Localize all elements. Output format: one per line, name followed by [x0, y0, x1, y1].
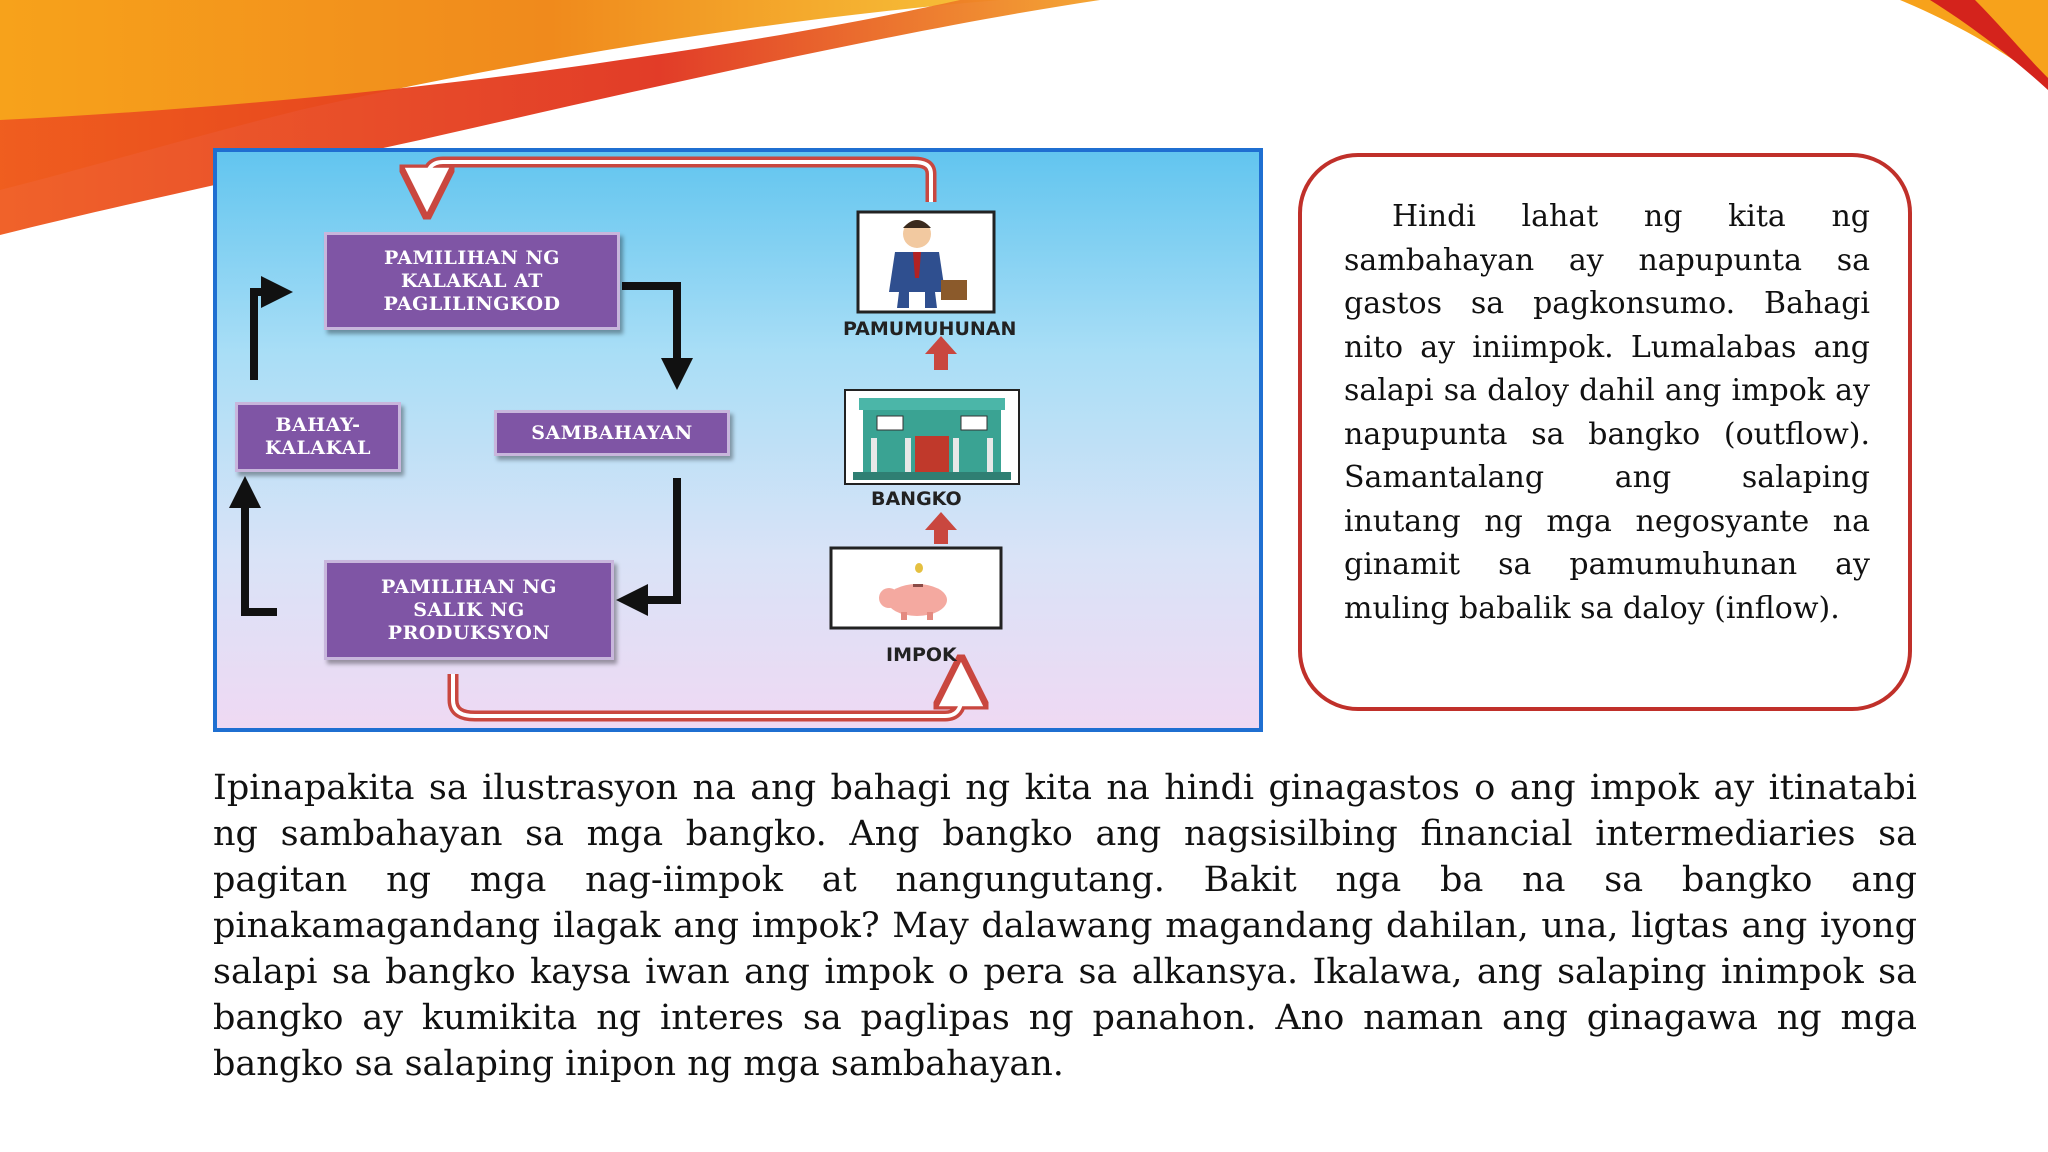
up-arrow-impok-to-bangko: [925, 512, 957, 544]
box-bahay-kalakal: BAHAY- KALAKAL: [235, 402, 401, 472]
box-sambahayan: SAMBAHAYAN: [494, 410, 730, 456]
circular-flow-diagram: [213, 148, 1263, 732]
inflow-arrow-pamumuhunan: [427, 162, 931, 202]
box-pamilihan-salik: PAMILIHAN NG SALIK NG PRODUKSYON: [324, 560, 614, 660]
box-pamilihan-kalakal: PAMILIHAN NG KALAKAL AT PAGLILINGKOD: [324, 232, 620, 330]
body-paragraph: Ipinapakita sa ilustrasyon na ang bahagi ng kita na hindi ginagastos o ang impok ay itinatabi ng sambahayan sa mga bangko. Ang bangko ang nagsisilbing financial intermediaries sa pagitan ng mga nag-iimpok at nangungutang. Bakit nga ba na sa bangko ang pinakamagandang ilagak ang impok? May dalawang magandang dahilan, una, ligtas ang iyong salapi sa bangko kaysa iwan ang impok o pera sa alkansya. Ikalawa, ang salaping inimpok sa bangko ay kumikita ng interes sa paglipas ng panahon. Ano naman ang ginagawa ng mga bangko sa salaping inipon ng mga sambahayan.: [213, 768, 1917, 1084]
label-impok: IMPOK: [886, 644, 957, 666]
up-arrow-bangko-to-pamumuhunan: [925, 336, 957, 370]
businessman-icon: [858, 212, 994, 312]
bank-building-icon: [845, 390, 1019, 484]
flow-arrow-sambahayan-to-salik: [632, 478, 677, 600]
explanation-text: Hindi lahat ng kita ng sambahayan ay napupunta sa gastos sa pagkonsumo. Bahagi nito ay iniimpok. Lumalabas ang salapi sa daloy dahil ang impok ay napupunta sa bangko (outflow). Samantalang ang salaping inutang ng mga negosyante na ginamit sa pamumuhunan ay muling babalik sa daloy (inflow).: [1344, 199, 1870, 626]
label-pamumuhunan: PAMUMUHUNAN: [843, 318, 1017, 340]
outflow-arrow-impok: [453, 674, 961, 716]
explanation-callout: [1298, 153, 1912, 711]
label-bangko: BANGKO: [871, 488, 962, 510]
flow-arrow-bahay-to-pamilihan: [254, 292, 277, 380]
flow-arrow-salik-to-bahay: [245, 492, 277, 612]
flow-arrow-pamilihan-to-sambahayan: [622, 286, 677, 374]
outflow-arrow-impok-inner: [453, 674, 961, 716]
piggy-bank-icon: [831, 548, 1001, 628]
inflow-arrow-pamumuhunan-inner: [427, 162, 931, 202]
